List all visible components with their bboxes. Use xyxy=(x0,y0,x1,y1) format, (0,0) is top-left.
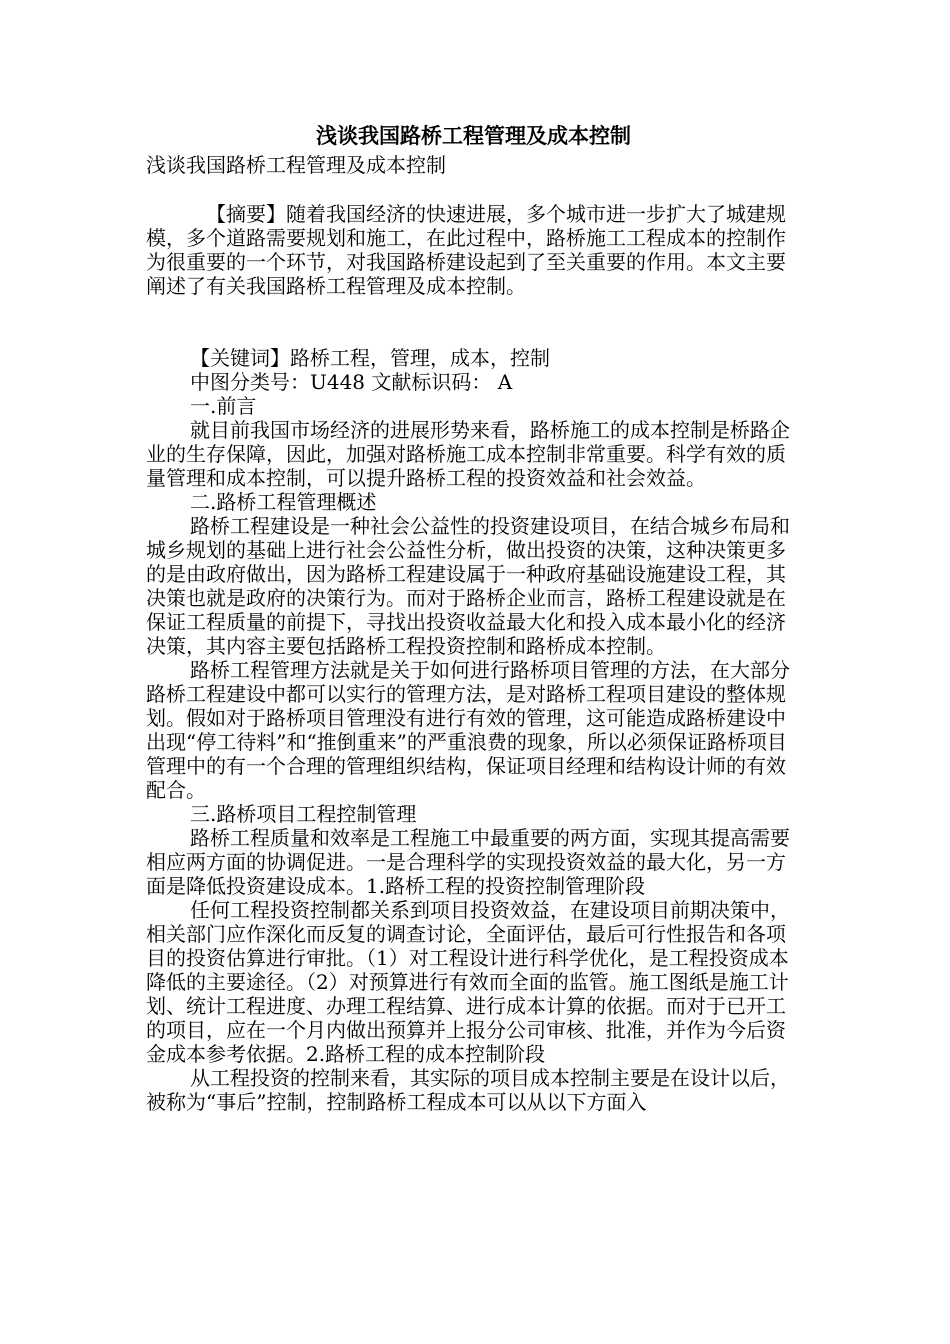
document-subtitle: 浅谈我国路桥工程管理及成本控制 xyxy=(146,153,446,177)
document-title: 浅谈我国路桥工程管理及成本控制 xyxy=(316,123,631,148)
section-heading: 三.路桥项目工程控制管理 xyxy=(190,802,417,826)
section-heading: 二.路桥工程管理概述 xyxy=(190,490,377,514)
section-heading: 一.前言 xyxy=(190,394,257,418)
classification-line: 中图分类号：U448 文献标识码： A xyxy=(190,370,513,394)
abstract-paragraph: 【摘要】随着我国经济的快速进展，多个城市进一步扩大了城建规模，多个道路需要规划和施工，在此过程中，路桥施工工程成本的控制作为很重要的一个环节，对我国路桥建设起到了至关重要的作用。本文主要阐述了有关我国路桥工程管理及成本控制。 xyxy=(146,202,786,298)
keywords-line: 【关键词】路桥工程，管理，成本，控制 xyxy=(190,346,550,370)
body-paragraph: 路桥工程质量和效率是工程施工中最重要的两方面，实现其提高需要相应两方面的协调促进。一是合理科学的实现投资效益的最大化，另一方面是降低投资建设成本。1.路桥工程的投资控制管理阶段 xyxy=(146,826,790,898)
body-paragraph: 路桥工程建设是一种社会公益性的投资建设项目，在结合城乡布局和城乡规划的基础上进行社会公益性分析，做出投资的决策，这种决策更多的是由政府做出，因为路桥工程建设属于一种政府基础设施建设工程，其决策也就是政府的决策行为。而对于路桥企业而言，路桥工程建设就是在保证工程质量的前提下，寻找出投资收益最大化和投入成本最小化的经济决策，其内容主要包括路桥工程投资控制和路桥成本控制。 xyxy=(146,514,790,658)
body-paragraph: 从工程投资的控制来看，其实际的项目成本控制主要是在设计以后，被称为“事后”控制，控制路桥工程成本可以从以下方面入 xyxy=(146,1066,790,1114)
body-paragraph: 就目前我国市场经济的进展形势来看，路桥施工的成本控制是桥路企业的生存保障，因此，加强对路桥施工成本控制非常重要。科学有效的质量管理和成本控制，可以提升路桥工程的投资效益和社会效益。 xyxy=(146,418,790,490)
document-body xyxy=(146,202,801,1114)
paragraph-gap xyxy=(146,322,801,346)
paragraph-gap xyxy=(146,298,801,322)
body-paragraph: 路桥工程管理方法就是关于如何进行路桥项目管理的方法，在大部分路桥工程建设中都可以实行的管理方法，是对路桥工程项目建设的整体规划。假如对于路桥项目管理没有进行有效的管理，这可能造成路桥建设中出现“停工待料”和“推倒重来”的严重浪费的现象，所以必须保证路桥项目管理中的有一个合理的管理组织结构，保证项目经理和结构设计师的有效配合。 xyxy=(146,658,790,802)
body-paragraph: 任何工程投资控制都关系到项目投资效益，在建设项目前期决策中，相关部门应作深化而反复的调查讨论，全面评估，最后可行性报告和各项目的投资估算进行审批。（1）对工程设计进行科学优化，是工程投资成本降低的主要途径。（2）对预算进行有效而全面的监管。施工图纸是施工计划、统计工程进度、办理工程结算、进行成本计算的依据。而对于已开工的项目，应在一个月内做出预算并上报分公司审核、批准，并作为今后资金成本参考依据。2.路桥工程的成本控制阶段 xyxy=(146,898,790,1066)
